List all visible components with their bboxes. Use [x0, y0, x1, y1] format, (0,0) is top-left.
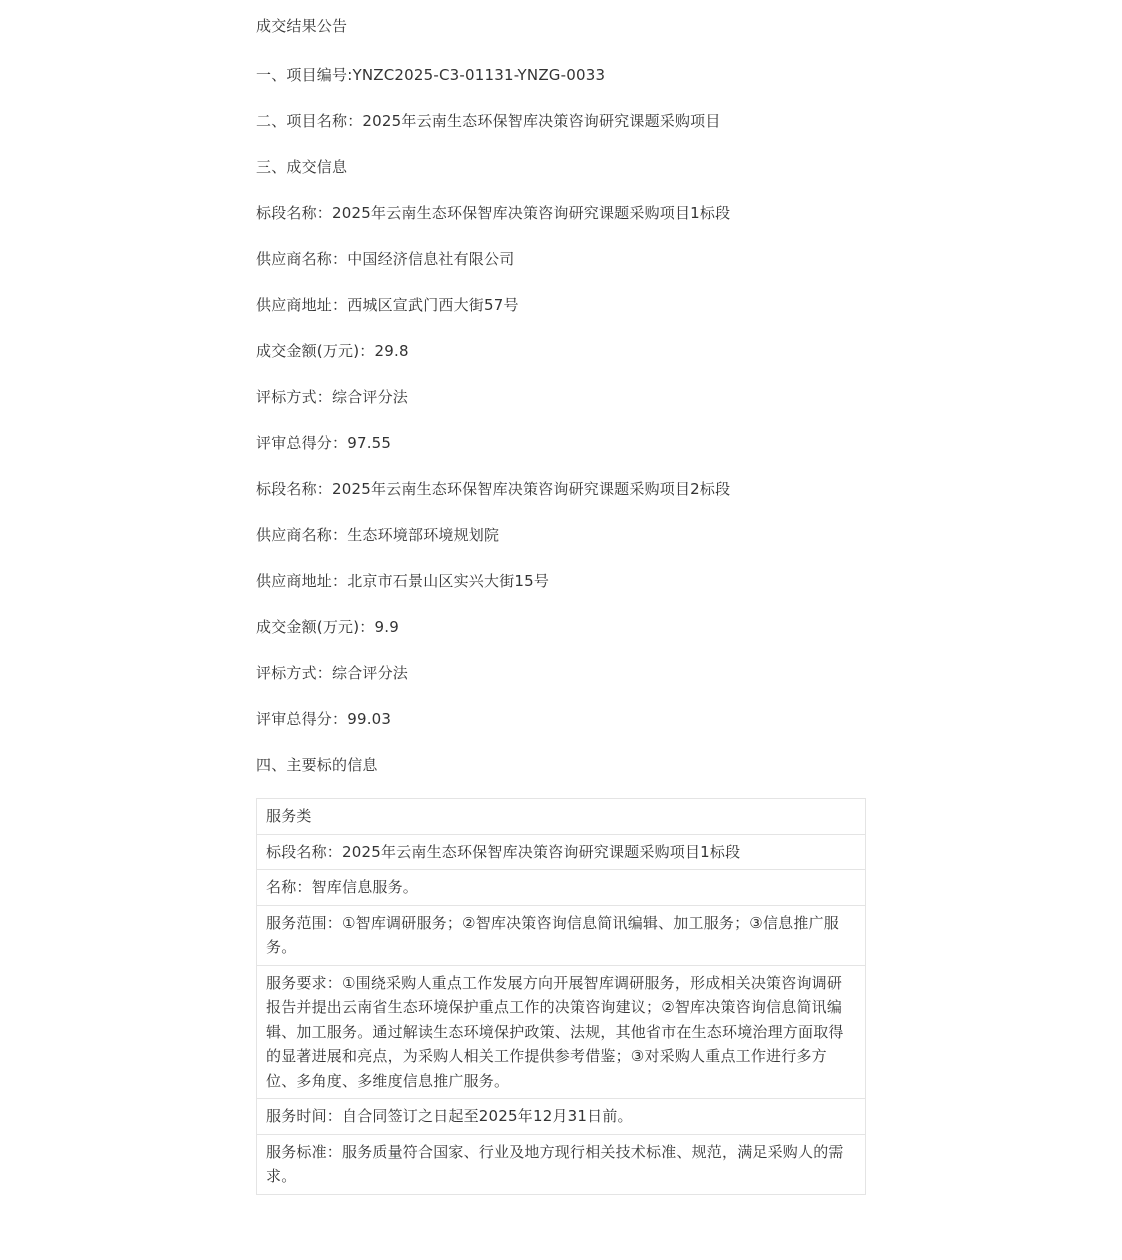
table-row	[257, 965, 866, 1099]
table-cell-lot-name: 标段名称：2025年云南生态环保智库决策咨询研究课题采购项目1标段	[257, 834, 866, 870]
lot-1-name: 标段名称：2025年云南生态环保智库决策咨询研究课题采购项目1标段	[256, 204, 731, 222]
announcement-title: 成交结果公告	[256, 17, 348, 35]
lot-1-total-score: 评审总得分：97.55	[256, 434, 392, 452]
lot-2-total-score: 评审总得分：99.03	[256, 710, 392, 728]
table-cell-service-requirements: 服务要求：①围绕采购人重点工作发展方向开展智库调研服务，形成相关决策咨询调研报告并提出云南省生态环境保护重点工作的决策咨询建议；②智库决策咨询信息简讯编辑、加工服务。通过解读生态环境保护政策、法规，其他省市在生态环境治理方面取得的显著进展和亮点，为采购人相关工作提供参考借鉴；③对采购人重点工作进行多方位、多角度、多维度信息推广服务。	[257, 965, 866, 1099]
table-cell-category: 服务类	[257, 799, 866, 835]
table-cell-name: 名称：智库信息服务。	[257, 870, 866, 906]
lot-1-amount: 成交金额(万元)：29.8	[256, 342, 409, 360]
lot-1-supplier-name: 供应商名称：中国经济信息社有限公司	[256, 250, 515, 268]
lot-2-evaluation-method: 评标方式：综合评分法	[256, 664, 409, 682]
lot-1-evaluation-method: 评标方式：综合评分法	[256, 388, 409, 406]
table-row	[257, 870, 866, 906]
table-row	[257, 905, 866, 965]
table-row	[257, 834, 866, 870]
lot-2-supplier-name: 供应商名称：生态环境部环境规划院	[256, 526, 500, 544]
section-heading-main-subject: 四、主要标的信息	[256, 756, 378, 774]
section-heading-deal-info: 三、成交信息	[256, 158, 348, 176]
table-row	[257, 799, 866, 835]
table-cell-service-scope: 服务范围：①智库调研服务；②智库决策咨询信息简讯编辑、加工服务；③信息推广服务。	[257, 905, 866, 965]
project-number: 一、项目编号:YNZC2025-C3-01131-YNZG-0033	[256, 66, 606, 84]
table-row	[257, 1099, 866, 1135]
lot-2-supplier-address: 供应商地址：北京市石景山区实兴大街15号	[256, 572, 550, 590]
subject-info-table	[256, 798, 866, 1195]
table-row	[257, 1134, 866, 1194]
announcement-body	[256, 0, 866, 788]
lot-2-amount: 成交金额(万元)：9.9	[256, 618, 399, 636]
table-cell-service-time: 服务时间：自合同签订之日起至2025年12月31日前。	[257, 1099, 866, 1135]
project-name: 二、项目名称：2025年云南生态环保智库决策咨询研究课题采购项目	[256, 112, 721, 130]
lot-2-name: 标段名称：2025年云南生态环保智库决策咨询研究课题采购项目2标段	[256, 480, 731, 498]
table-cell-service-standard: 服务标准：服务质量符合国家、行业及地方现行相关技术标准、规范，满足采购人的需求。	[257, 1134, 866, 1194]
lot-1-supplier-address: 供应商地址：西城区宣武门西大街57号	[256, 296, 519, 314]
